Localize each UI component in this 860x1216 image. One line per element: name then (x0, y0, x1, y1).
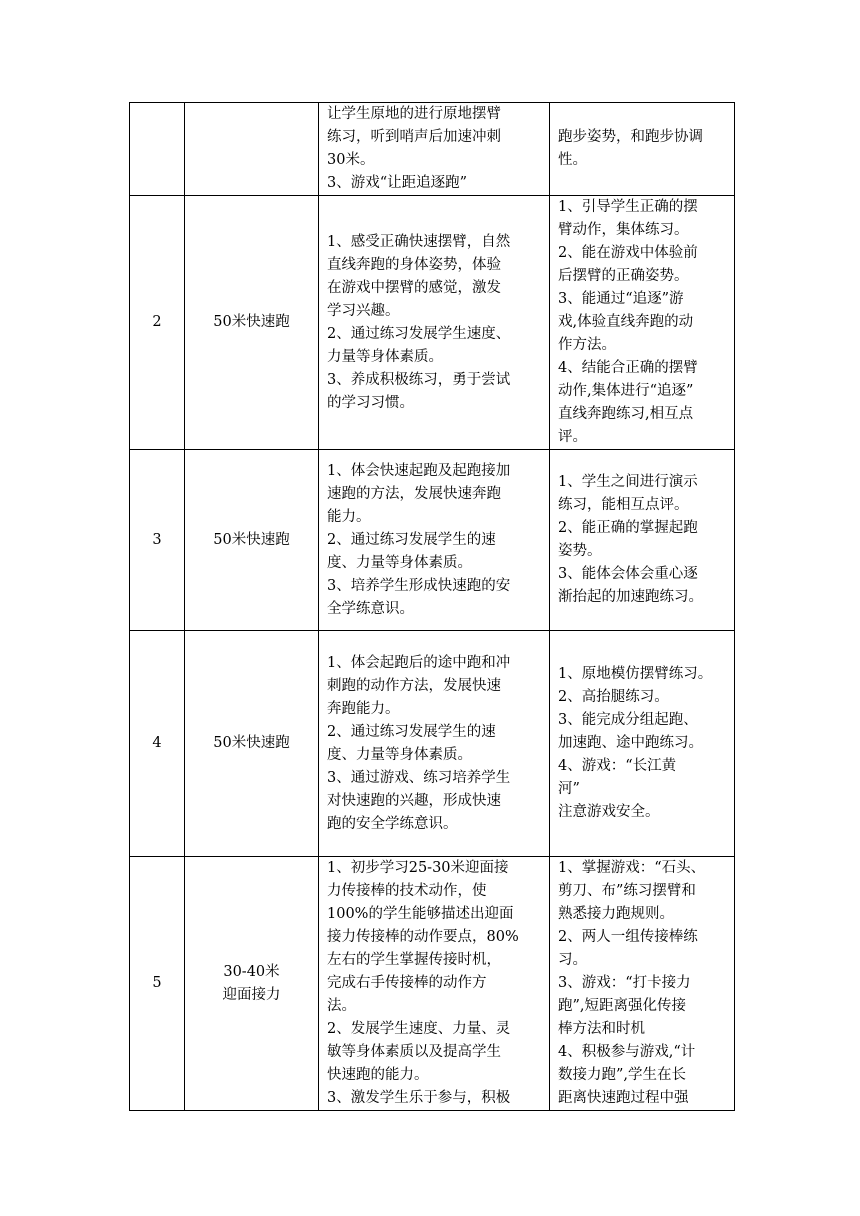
activity-line: 跑步姿势，和跑步协调 (558, 129, 703, 145)
activity-line: 河” (558, 781, 580, 797)
goal-line: 学习兴趣。 (327, 302, 400, 319)
activity-line: 2、能正确的掌握起跑 (558, 520, 698, 536)
table-row (130, 631, 735, 857)
goal-line: 2、通过练习发展学生的速 (327, 531, 496, 548)
activity-line: 1、掌握游戏：“石头、 (558, 860, 706, 876)
goal-line: 接力传接棒的动作要点，80% (327, 929, 519, 945)
title-line: 50米快速跑 (213, 314, 290, 330)
table-row (130, 103, 735, 196)
goal-line: 力量等身体素质。 (327, 348, 443, 365)
lesson-title (185, 450, 319, 631)
activity-line: 戏,体验直线奔跑的动 (558, 314, 694, 330)
title-line: 50米快速跑 (213, 735, 290, 751)
lesson-number: 3 (130, 450, 185, 631)
activity-line: 3、能通过“追逐”游 (558, 291, 684, 307)
goal-line: 法。 (327, 998, 356, 1014)
table-row (130, 450, 735, 631)
activity-line: 1、原地模仿摆臂练习。 (558, 666, 713, 682)
table-body (130, 103, 735, 1111)
activity-line: 加速跑、途中跑练习。 (558, 735, 703, 751)
goal-line: 3、游戏“让距追逐跑” (327, 175, 468, 191)
activity-line: 4、积极参与游戏,“计 (558, 1044, 696, 1060)
activity-line: 注意游戏安全。 (558, 804, 660, 820)
goal-line: 快速跑的能力。 (327, 1067, 429, 1083)
goal-line: 100%的学生能够描述出迎面 (327, 906, 514, 922)
goal-line: 2、通过练习发展学生速度、 (327, 325, 511, 342)
goal-line: 练习，听到哨声后加速冲刺 (327, 129, 501, 145)
lesson-activities (550, 196, 735, 450)
goal-line: 1、感受正确快速摆臂，自然 (327, 233, 511, 250)
activity-line: 动作,集体进行“追逐” (558, 383, 694, 399)
activity-line: 熟悉接力跑规则。 (558, 906, 674, 922)
goal-line: 1、初步学习25-30米迎面接 (327, 860, 509, 876)
activity-line: 姿势。 (558, 543, 602, 559)
activity-line: 渐抬起的加速跑练习。 (558, 589, 703, 605)
activity-line: 作方法。 (558, 337, 616, 353)
lesson-title (185, 631, 319, 857)
goal-line: 对快速跑的兴趣，形成快速 (327, 792, 501, 809)
goal-line: 能力。 (327, 508, 371, 525)
goal-line: 刺跑的动作方法，发展快速 (327, 677, 501, 694)
activity-line: 3、能体会体会重心逐 (558, 566, 698, 582)
goal-line: 直线奔跑的身体姿势，体验 (327, 256, 501, 273)
activity-line: 棒方法和时机 (558, 1021, 645, 1037)
goal-line: 3、通过游戏、练习培养学生 (327, 769, 511, 786)
activity-line: 2、高抬腿练习。 (558, 689, 669, 705)
goal-line: 1、体会起跑后的途中跑和冲 (327, 654, 511, 671)
title-line: 迎面接力 (222, 986, 281, 1003)
activity-line: 4、结能合正确的摆臂 (558, 360, 698, 376)
goal-line: 力传接棒的技术动作，使 (327, 883, 487, 899)
goal-line: 的学习习惯。 (327, 394, 414, 411)
goal-line: 在游戏中摆臂的感觉，激发 (327, 279, 501, 296)
goal-line: 2、发展学生速度、力量、灵 (327, 1021, 511, 1037)
lesson-goals (319, 450, 550, 631)
activity-line: 2、能在游戏中体验前 (558, 245, 698, 261)
goal-line: 3、培养学生形成快速跑的安 (327, 577, 511, 594)
lesson-number: 5 (130, 857, 185, 1111)
goal-line: 3、养成积极练习，勇于尝试 (327, 371, 511, 388)
title-line: 50米快速跑 (213, 531, 290, 548)
activity-line: 练习，能相互点评。 (558, 497, 689, 513)
activity-line: 习。 (558, 952, 587, 968)
title-line: 30-40米 (223, 963, 280, 980)
table-row (130, 196, 735, 450)
lesson-title (185, 857, 319, 1111)
goal-line: 敏等身体素质以及提高学生 (327, 1044, 501, 1060)
table-row (130, 857, 735, 1111)
goal-line: 让学生原地的进行原地摆臂 (327, 106, 501, 122)
activity-line: 距离快速跑过程中强 (558, 1090, 689, 1106)
activity-line: 性。 (558, 152, 587, 168)
activity-line: 3、游戏：“打卡接力 (558, 975, 691, 991)
activity-line: 剪刀、布”练习摆臂和 (558, 883, 696, 899)
goal-line: 速跑的方法，发展快速奔跑 (327, 485, 501, 502)
goal-line: 度、力量等身体素质。 (327, 746, 472, 763)
activity-line: 直线奔跑练习,相互点 (558, 406, 694, 422)
lesson-activities (550, 103, 735, 196)
activity-line: 后摆臂的正确姿势。 (558, 268, 689, 284)
activity-line: 跑”,短距离强化传接 (558, 998, 687, 1014)
activity-line: 3、能完成分组起跑、 (558, 712, 698, 728)
lesson-title (185, 196, 319, 450)
lesson-activities (550, 857, 735, 1111)
activity-line: 1、引导学生正确的摆 (558, 199, 698, 215)
activity-line: 4、游戏：“长江黄 (558, 758, 677, 774)
activity-line: 评。 (558, 429, 587, 445)
lesson-plan-table (129, 102, 735, 1111)
lesson-goals (319, 103, 550, 196)
goal-line: 奔跑能力。 (327, 700, 400, 717)
activity-line: 数接力跑”,学生在长 (558, 1067, 687, 1083)
lesson-goals (319, 196, 550, 450)
activity-line: 臂动作，集体练习。 (558, 222, 689, 238)
lesson-activities (550, 631, 735, 857)
activity-line: 2、两人一组传接棒练 (558, 929, 698, 945)
activity-line: 1、学生之间进行演示 (558, 474, 698, 490)
lesson-goals (319, 857, 550, 1111)
lesson-title (185, 103, 319, 196)
goal-line: 2、通过练习发展学生的速 (327, 723, 496, 740)
lesson-activities (550, 450, 735, 631)
lesson-goals (319, 631, 550, 857)
goal-line: 左右的学生掌握传接时机， (327, 952, 501, 968)
goal-line: 完成右手传接棒的动作方 (327, 975, 487, 991)
lesson-number: 4 (130, 631, 185, 857)
goal-line: 3、激发学生乐于参与，积极 (327, 1090, 511, 1106)
goal-line: 度、力量等身体素质。 (327, 554, 472, 571)
lesson-number: 2 (130, 196, 185, 450)
lesson-number (130, 103, 185, 196)
goal-line: 30米。 (327, 152, 375, 168)
goal-line: 全学练意识。 (327, 600, 414, 617)
goal-line: 跑的安全学练意识。 (327, 815, 458, 832)
goal-line: 1、体会快速起跑及起跑接加 (327, 462, 511, 479)
